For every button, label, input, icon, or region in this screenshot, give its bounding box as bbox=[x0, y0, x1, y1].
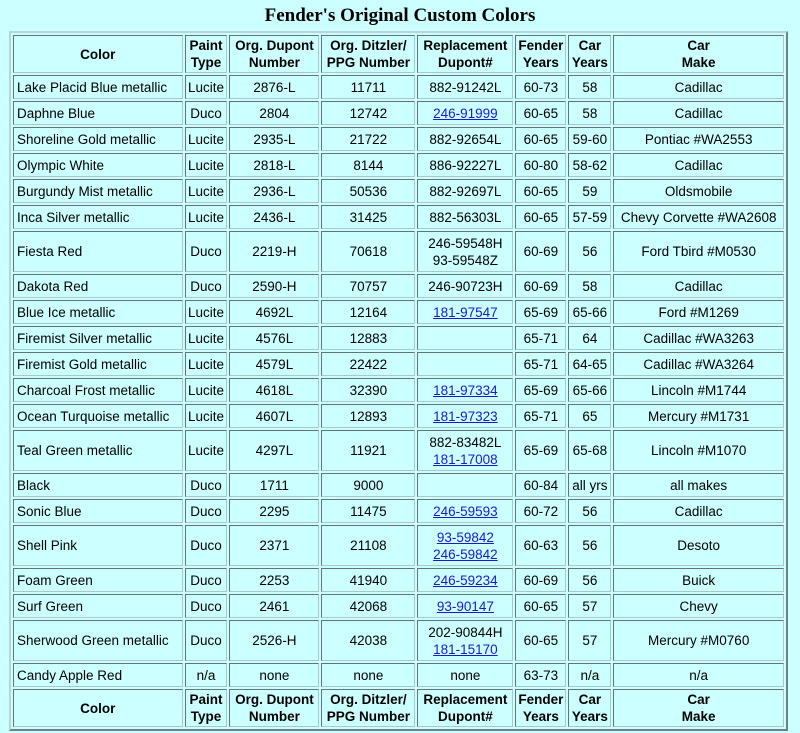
footer-caryears-l1: Car bbox=[578, 692, 602, 707]
footer-header-replacement bbox=[417, 689, 513, 727]
page-title: Fender's Original Custom Colors bbox=[264, 5, 536, 26]
header-ditzler-l2: PPG Number bbox=[326, 55, 410, 70]
footer-header-car-years bbox=[568, 689, 611, 727]
dupont-number-cell: 2295 bbox=[229, 499, 319, 523]
ditzler-number-cell: 8144 bbox=[321, 153, 415, 177]
dupont-number-cell: none bbox=[229, 663, 319, 687]
paint-type-cell: Lucite bbox=[185, 179, 228, 203]
footer-color-label: Color bbox=[80, 700, 116, 716]
footer-carmake-l1: Car bbox=[687, 692, 710, 707]
paint-type-cell: Lucite bbox=[185, 326, 228, 350]
car-years-cell: 59 bbox=[568, 179, 611, 203]
fender-years-cell: 60-84 bbox=[515, 473, 566, 497]
header-caryears-l2: Years bbox=[571, 55, 608, 70]
fender-years-cell: 60-65 bbox=[515, 594, 566, 618]
replacement-value: 246-90723H bbox=[428, 278, 503, 294]
car-years-cell: 56 bbox=[568, 525, 611, 566]
replacement-link[interactable]: 181-97547 bbox=[433, 304, 498, 320]
fender-years-cell: 65-69 bbox=[515, 300, 566, 324]
replacement-value: 882-92697L bbox=[429, 183, 502, 199]
car-make-cell: Ford #M1269 bbox=[613, 300, 784, 324]
color-cell: Sherwood Green metallic bbox=[13, 620, 183, 661]
header-fender-l2: Years bbox=[522, 55, 559, 70]
color-cell: Inca Silver metallic bbox=[13, 205, 183, 229]
paint-type-cell: Duco bbox=[185, 568, 228, 592]
car-years-cell: 58 bbox=[568, 101, 611, 125]
header-paint-type bbox=[185, 35, 228, 73]
replacement-cell bbox=[417, 473, 513, 497]
car-make-cell: Pontiac #WA2553 bbox=[613, 127, 784, 151]
car-years-cell: 56 bbox=[568, 499, 611, 523]
car-make-cell: Cadillac #WA3264 bbox=[613, 352, 784, 376]
car-years-cell: 56 bbox=[568, 568, 611, 592]
footer-dupont-l2: Number bbox=[248, 709, 300, 724]
replacement-link[interactable]: 93-90147 bbox=[436, 598, 494, 614]
paint-type-cell: Duco bbox=[185, 473, 228, 497]
replacement-cell bbox=[417, 499, 513, 523]
color-cell: Teal Green metallic bbox=[13, 430, 183, 471]
footer-repl-l1: Replacement bbox=[423, 692, 508, 707]
replacement-value: 246-59548H bbox=[428, 235, 503, 251]
fender-years-cell: 60-65 bbox=[515, 179, 566, 203]
footer-header-paint-type bbox=[185, 689, 228, 727]
car-make-cell: all makes bbox=[613, 473, 784, 497]
table-row bbox=[13, 274, 784, 298]
car-make-cell: Cadillac bbox=[613, 499, 784, 523]
replacement-value: 882-83482L bbox=[429, 434, 502, 450]
dupont-number-cell: 4579L bbox=[229, 352, 319, 376]
ditzler-number-cell: 22422 bbox=[321, 352, 415, 376]
car-years-cell: 58 bbox=[568, 75, 611, 99]
dupont-number-cell: 2936-L bbox=[229, 179, 319, 203]
color-cell: Blue Ice metallic bbox=[13, 300, 183, 324]
replacement-link[interactable]: 246-59842 bbox=[433, 546, 498, 562]
paint-type-cell: Lucite bbox=[185, 430, 228, 471]
fender-years-cell: 60-65 bbox=[515, 101, 566, 125]
dupont-number-cell: 2253 bbox=[229, 568, 319, 592]
color-cell: Shoreline Gold metallic bbox=[13, 127, 183, 151]
footer-fender-l1: Fender bbox=[518, 692, 564, 707]
footer-header-ditzler bbox=[321, 689, 415, 727]
car-make-cell: Chevy Corvette #WA2608 bbox=[613, 205, 784, 229]
replacement-value: 93-59548Z bbox=[432, 252, 499, 268]
paint-type-cell: Lucite bbox=[185, 75, 228, 99]
ditzler-number-cell: 42038 bbox=[321, 620, 415, 661]
color-cell: Sonic Blue bbox=[13, 499, 183, 523]
footer-header-row bbox=[13, 689, 784, 727]
dupont-number-cell: 2818-L bbox=[229, 153, 319, 177]
footer-repl-l2: Dupont# bbox=[437, 709, 493, 724]
header-carmake-l2: Make bbox=[681, 55, 716, 70]
table-row bbox=[13, 205, 784, 229]
fender-years-cell: 60-65 bbox=[515, 620, 566, 661]
ditzler-number-cell: 41940 bbox=[321, 568, 415, 592]
table-row bbox=[13, 153, 784, 177]
paint-type-cell: Lucite bbox=[185, 404, 228, 428]
table-row bbox=[13, 75, 784, 99]
fender-years-cell: 65-71 bbox=[515, 326, 566, 350]
header-repl-l1: Replacement bbox=[423, 38, 508, 53]
footer-paint-l1: Paint bbox=[189, 692, 223, 707]
table-row bbox=[13, 300, 784, 324]
replacement-cell bbox=[417, 378, 513, 402]
car-years-cell: 56 bbox=[568, 231, 611, 272]
fender-years-cell: 60-72 bbox=[515, 499, 566, 523]
car-make-cell: Ford Tbird #M0530 bbox=[613, 231, 784, 272]
replacement-link[interactable]: 181-97334 bbox=[433, 382, 498, 398]
table-row bbox=[13, 378, 784, 402]
fender-years-cell: 65-71 bbox=[515, 404, 566, 428]
color-cell: Black bbox=[13, 473, 183, 497]
header-car-years bbox=[568, 35, 611, 73]
dupont-number-cell: 4297L bbox=[229, 430, 319, 471]
dupont-number-cell: 2590-H bbox=[229, 274, 319, 298]
car-make-cell: Lincoln #M1070 bbox=[613, 430, 784, 471]
paint-type-cell: n/a bbox=[185, 663, 228, 687]
table-row bbox=[13, 404, 784, 428]
replacement-cell bbox=[417, 663, 513, 687]
header-caryears-l1: Car bbox=[578, 38, 602, 53]
color-cell: Firemist Gold metallic bbox=[13, 352, 183, 376]
replacement-value: 202-90844H bbox=[428, 624, 503, 640]
footer-caryears-l2: Years bbox=[571, 709, 608, 724]
car-years-cell: 58 bbox=[568, 274, 611, 298]
paint-type-cell: Duco bbox=[185, 274, 228, 298]
table-row bbox=[13, 473, 784, 497]
dupont-number-cell: 2935-L bbox=[229, 127, 319, 151]
dupont-number-cell: 1711 bbox=[229, 473, 319, 497]
fender-years-cell: 65-71 bbox=[515, 352, 566, 376]
replacement-cell bbox=[417, 75, 513, 99]
ditzler-number-cell: 12893 bbox=[321, 404, 415, 428]
car-make-cell: Cadillac bbox=[613, 101, 784, 125]
fender-years-cell: 60-69 bbox=[515, 231, 566, 272]
replacement-cell bbox=[417, 300, 513, 324]
header-carmake-l1: Car bbox=[687, 38, 710, 53]
table-body bbox=[13, 75, 784, 687]
replacement-cell bbox=[417, 101, 513, 125]
ditzler-number-cell: 11711 bbox=[321, 75, 415, 99]
replacement-link[interactable]: 181-17008 bbox=[433, 451, 498, 467]
car-make-cell: Cadillac bbox=[613, 274, 784, 298]
table-row bbox=[13, 499, 784, 523]
car-years-cell: 57-59 bbox=[568, 205, 611, 229]
replacement-link[interactable]: 246-91999 bbox=[433, 105, 498, 121]
color-cell: Lake Placid Blue metallic bbox=[13, 75, 183, 99]
footer-header-fender-years bbox=[515, 689, 566, 727]
header-car-make bbox=[613, 35, 784, 73]
replacement-cell bbox=[417, 594, 513, 618]
ditzler-number-cell: 21722 bbox=[321, 127, 415, 151]
dupont-number-cell: 2526-H bbox=[229, 620, 319, 661]
dupont-number-cell: 4576L bbox=[229, 326, 319, 350]
fender-years-cell: 60-80 bbox=[515, 153, 566, 177]
ditzler-number-cell: 70757 bbox=[321, 274, 415, 298]
replacement-value: 882-92654L bbox=[429, 131, 502, 147]
fender-years-cell: 65-69 bbox=[515, 378, 566, 402]
car-years-cell: 65-66 bbox=[568, 378, 611, 402]
table-row bbox=[13, 352, 784, 376]
car-make-cell: Lincoln #M1744 bbox=[613, 378, 784, 402]
fender-years-cell: 60-69 bbox=[515, 568, 566, 592]
footer-header-dupont bbox=[229, 689, 319, 727]
fender-years-cell: 63-73 bbox=[515, 663, 566, 687]
color-cell: Olympic White bbox=[13, 153, 183, 177]
replacement-cell bbox=[417, 620, 513, 661]
car-make-cell: n/a bbox=[613, 663, 784, 687]
paint-type-cell: Duco bbox=[185, 231, 228, 272]
replacement-value: none bbox=[450, 667, 481, 683]
car-years-cell: 64 bbox=[568, 326, 611, 350]
footer-header-car-make bbox=[613, 689, 784, 727]
car-years-cell: n/a bbox=[568, 663, 611, 687]
replacement-link[interactable]: 246-59234 bbox=[433, 572, 498, 588]
color-cell: Firemist Silver metallic bbox=[13, 326, 183, 350]
car-years-cell: 65-66 bbox=[568, 300, 611, 324]
replacement-value: 886-92227L bbox=[429, 157, 502, 173]
replacement-cell bbox=[417, 153, 513, 177]
ditzler-number-cell: none bbox=[321, 663, 415, 687]
replacement-cell bbox=[417, 179, 513, 203]
car-make-cell: Oldsmobile bbox=[613, 179, 784, 203]
replacement-link[interactable]: 93-59842 bbox=[436, 529, 494, 545]
ditzler-number-cell: 12742 bbox=[321, 101, 415, 125]
paint-type-cell: Duco bbox=[185, 620, 228, 661]
ditzler-number-cell: 12164 bbox=[321, 300, 415, 324]
car-make-cell: Mercury #M1731 bbox=[613, 404, 784, 428]
header-repl-l2: Dupont# bbox=[437, 55, 493, 70]
ditzler-number-cell: 31425 bbox=[321, 205, 415, 229]
table-row bbox=[13, 179, 784, 203]
car-make-cell: Cadillac bbox=[613, 75, 784, 99]
table-row bbox=[13, 127, 784, 151]
paint-type-cell: Duco bbox=[185, 101, 228, 125]
table-row bbox=[13, 326, 784, 350]
header-replacement bbox=[417, 35, 513, 73]
header-color-label: Color bbox=[80, 46, 116, 62]
table-row bbox=[13, 663, 784, 687]
ditzler-number-cell: 9000 bbox=[321, 473, 415, 497]
header-fender-years bbox=[515, 35, 566, 73]
footer-header-color bbox=[13, 689, 183, 727]
car-make-cell: Cadillac bbox=[613, 153, 784, 177]
header-paint-l2: Type bbox=[190, 55, 222, 70]
color-cell: Candy Apple Red bbox=[13, 663, 183, 687]
replacement-cell bbox=[417, 404, 513, 428]
replacement-cell bbox=[417, 231, 513, 272]
header-color bbox=[13, 35, 183, 73]
footer-ditzler-l1: Org. Ditzler/ bbox=[330, 692, 407, 707]
paint-type-cell: Lucite bbox=[185, 378, 228, 402]
color-cell: Shell Pink bbox=[13, 525, 183, 566]
header-fender-l1: Fender bbox=[518, 38, 564, 53]
car-years-cell: 57 bbox=[568, 620, 611, 661]
table-row bbox=[13, 620, 784, 661]
ditzler-number-cell: 32390 bbox=[321, 378, 415, 402]
dupont-number-cell: 2804 bbox=[229, 101, 319, 125]
ditzler-number-cell: 12883 bbox=[321, 326, 415, 350]
ditzler-number-cell: 11475 bbox=[321, 499, 415, 523]
fender-years-cell: 60-63 bbox=[515, 525, 566, 566]
car-make-cell: Desoto bbox=[613, 525, 784, 566]
replacement-cell bbox=[417, 205, 513, 229]
replacement-value: 882-91242L bbox=[429, 79, 502, 95]
color-cell: Fiesta Red bbox=[13, 231, 183, 272]
header-dupont bbox=[229, 35, 319, 73]
footer-paint-l2: Type bbox=[190, 709, 222, 724]
car-years-cell: 64-65 bbox=[568, 352, 611, 376]
replacement-cell bbox=[417, 127, 513, 151]
replacement-cell bbox=[417, 352, 513, 376]
dupont-number-cell: 2371 bbox=[229, 525, 319, 566]
replacement-cell bbox=[417, 568, 513, 592]
table-row bbox=[13, 101, 784, 125]
paint-type-cell: Lucite bbox=[185, 127, 228, 151]
car-years-cell: 65 bbox=[568, 404, 611, 428]
table-row bbox=[13, 231, 784, 272]
footer-ditzler-l2: PPG Number bbox=[326, 709, 410, 724]
dupont-number-cell: 4618L bbox=[229, 378, 319, 402]
color-cell: Surf Green bbox=[13, 594, 183, 618]
car-make-cell: Chevy bbox=[613, 594, 784, 618]
ditzler-number-cell: 70618 bbox=[321, 231, 415, 272]
car-years-cell: all yrs bbox=[568, 473, 611, 497]
replacement-cell bbox=[417, 326, 513, 350]
paint-type-cell: Duco bbox=[185, 525, 228, 566]
car-make-cell: Buick bbox=[613, 568, 784, 592]
dupont-number-cell: 2436-L bbox=[229, 205, 319, 229]
colors-table bbox=[9, 31, 788, 731]
paint-type-cell: Lucite bbox=[185, 352, 228, 376]
replacement-link[interactable]: 181-97323 bbox=[433, 408, 498, 424]
dupont-number-cell: 2876-L bbox=[229, 75, 319, 99]
replacement-cell bbox=[417, 274, 513, 298]
color-cell: Daphne Blue bbox=[13, 101, 183, 125]
header-ditzler-l1: Org. Ditzler/ bbox=[330, 38, 407, 53]
car-make-cell: Cadillac #WA3263 bbox=[613, 326, 784, 350]
fender-years-cell: 60-73 bbox=[515, 75, 566, 99]
car-years-cell: 58-62 bbox=[568, 153, 611, 177]
car-years-cell: 59-60 bbox=[568, 127, 611, 151]
paint-type-cell: Lucite bbox=[185, 300, 228, 324]
color-cell: Dakota Red bbox=[13, 274, 183, 298]
dupont-number-cell: 4692L bbox=[229, 300, 319, 324]
table-row bbox=[13, 430, 784, 471]
replacement-value: 882-56303L bbox=[429, 209, 502, 225]
dupont-number-cell: 2461 bbox=[229, 594, 319, 618]
table-row bbox=[13, 568, 784, 592]
car-years-cell: 65-68 bbox=[568, 430, 611, 471]
ditzler-number-cell: 11921 bbox=[321, 430, 415, 471]
fender-years-cell: 65-69 bbox=[515, 430, 566, 471]
color-cell: Ocean Turquoise metallic bbox=[13, 404, 183, 428]
paint-type-cell: Duco bbox=[185, 499, 228, 523]
replacement-link[interactable]: 246-59593 bbox=[433, 503, 498, 519]
color-cell: Charcoal Frost metallic bbox=[13, 378, 183, 402]
header-dupont-l1: Org. Dupont bbox=[235, 38, 314, 53]
ditzler-number-cell: 50536 bbox=[321, 179, 415, 203]
fender-years-cell: 60-65 bbox=[515, 205, 566, 229]
dupont-number-cell: 4607L bbox=[229, 404, 319, 428]
footer-fender-l2: Years bbox=[522, 709, 559, 724]
header-row bbox=[13, 35, 784, 73]
table-row bbox=[13, 525, 784, 566]
car-make-cell: Mercury #M0760 bbox=[613, 620, 784, 661]
table-row bbox=[13, 594, 784, 618]
footer-carmake-l2: Make bbox=[681, 709, 716, 724]
paint-type-cell: Lucite bbox=[185, 153, 228, 177]
ditzler-number-cell: 42068 bbox=[321, 594, 415, 618]
fender-years-cell: 60-65 bbox=[515, 127, 566, 151]
replacement-link[interactable]: 181-15170 bbox=[433, 641, 498, 657]
fender-years-cell: 60-69 bbox=[515, 274, 566, 298]
color-cell: Foam Green bbox=[13, 568, 183, 592]
dupont-number-cell: 2219-H bbox=[229, 231, 319, 272]
color-cell: Burgundy Mist metallic bbox=[13, 179, 183, 203]
ditzler-number-cell: 21108 bbox=[321, 525, 415, 566]
header-paint-l1: Paint bbox=[189, 38, 223, 53]
footer-dupont-l1: Org. Dupont bbox=[235, 692, 314, 707]
header-ditzler bbox=[321, 35, 415, 73]
paint-type-cell: Lucite bbox=[185, 205, 228, 229]
paint-type-cell: Duco bbox=[185, 594, 228, 618]
car-years-cell: 57 bbox=[568, 594, 611, 618]
replacement-cell bbox=[417, 525, 513, 566]
header-dupont-l2: Number bbox=[248, 55, 300, 70]
replacement-cell bbox=[417, 430, 513, 471]
